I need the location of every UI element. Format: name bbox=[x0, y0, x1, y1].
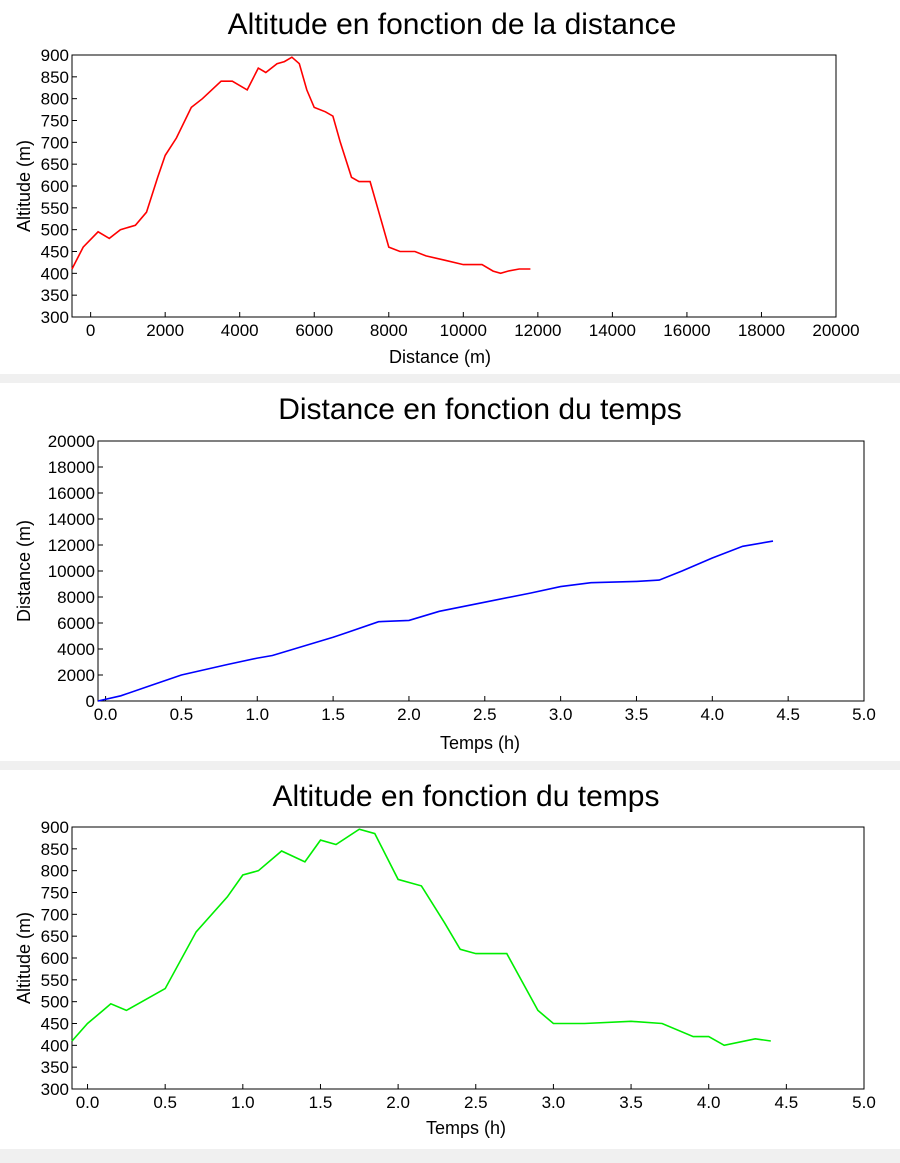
series-line bbox=[72, 829, 771, 1045]
x-tick-label: 1.0 bbox=[231, 1093, 255, 1112]
y-tick-label: 900 bbox=[40, 818, 69, 837]
x-tick-label: 5.0 bbox=[852, 705, 876, 724]
x-tick-label: 0.0 bbox=[75, 1093, 100, 1112]
y-axis-label: Altitude (m) bbox=[14, 139, 34, 233]
y-tick-label: 650 bbox=[40, 927, 69, 947]
y-tick-label: 4000 bbox=[57, 640, 95, 659]
x-tick-label: 3.5 bbox=[619, 1093, 643, 1112]
x-tick-label: 4.0 bbox=[700, 705, 725, 724]
distance-time-chart bbox=[0, 383, 900, 760]
panel-separator bbox=[0, 1149, 900, 1163]
y-tick-label: 6000 bbox=[57, 614, 95, 633]
chart-title: Altitude en fonction de la distance bbox=[227, 8, 677, 41]
y-tick-label: 650 bbox=[40, 155, 69, 175]
y-tick-label: 750 bbox=[40, 883, 69, 903]
y-tick-label: 350 bbox=[40, 1058, 69, 1078]
y-tick-label: 500 bbox=[40, 992, 69, 1012]
panel-separator bbox=[0, 761, 900, 770]
y-tick-label: 750 bbox=[40, 111, 69, 131]
y-tick-label: 20000 bbox=[47, 432, 95, 451]
y-tick-label: 350 bbox=[40, 286, 69, 306]
y-tick-label: 18000 bbox=[47, 458, 95, 477]
x-tick-label: 2.0 bbox=[397, 705, 421, 724]
y-axis-label: Distance (m) bbox=[14, 519, 34, 623]
y-tick-label: 850 bbox=[40, 67, 69, 87]
y-tick-label: 16000 bbox=[47, 484, 95, 503]
altitude-distance-chart bbox=[0, 0, 900, 373]
chart-panel-distance-time bbox=[0, 383, 900, 760]
x-tick-label: 6000 bbox=[295, 321, 334, 340]
x-tick-label: 4000 bbox=[220, 321, 259, 340]
x-axis-label: Distance (m) bbox=[388, 347, 492, 367]
x-tick-label: 4.5 bbox=[774, 1093, 799, 1112]
y-tick-label: 700 bbox=[40, 905, 69, 925]
plot-frame bbox=[72, 827, 864, 1089]
x-tick-label: 2.5 bbox=[463, 1093, 488, 1112]
y-tick-label: 300 bbox=[40, 1080, 69, 1099]
x-tick-label: 1.5 bbox=[308, 1093, 333, 1112]
x-tick-label: 1.5 bbox=[321, 705, 345, 724]
panel-separator bbox=[0, 374, 900, 383]
x-tick-label: 10000 bbox=[439, 321, 487, 340]
y-tick-label: 500 bbox=[40, 220, 69, 240]
chart-panel-altitude-time bbox=[0, 770, 900, 1149]
y-tick-label: 800 bbox=[40, 861, 69, 881]
x-tick-label: 0.0 bbox=[93, 705, 118, 724]
y-tick-label: 800 bbox=[40, 89, 69, 109]
x-axis-label: Temps (h) bbox=[425, 1118, 507, 1138]
chart-title: Altitude en fonction du temps bbox=[272, 780, 660, 813]
x-tick-label: 0.5 bbox=[169, 705, 194, 724]
y-tick-label: 14000 bbox=[47, 510, 95, 529]
x-tick-label: 18000 bbox=[737, 321, 786, 340]
x-tick-label: 12000 bbox=[514, 321, 562, 340]
y-tick-label: 8000 bbox=[57, 588, 95, 607]
x-tick-label: 2.0 bbox=[386, 1093, 410, 1112]
x-tick-label: 16000 bbox=[663, 321, 711, 340]
y-tick-label: 850 bbox=[40, 839, 69, 859]
y-tick-label: 300 bbox=[40, 308, 69, 327]
x-tick-label: 4.5 bbox=[776, 705, 800, 724]
y-tick-label: 12000 bbox=[47, 536, 95, 555]
x-tick-label: 0.5 bbox=[153, 1093, 177, 1112]
y-tick-label: 900 bbox=[40, 46, 69, 65]
y-tick-label: 450 bbox=[40, 242, 69, 262]
series-line bbox=[98, 541, 773, 701]
y-tick-label: 400 bbox=[40, 264, 69, 284]
x-tick-label: 3.0 bbox=[541, 1093, 566, 1112]
y-tick-label: 600 bbox=[40, 177, 69, 196]
series-line bbox=[72, 57, 530, 273]
x-tick-label: 3.0 bbox=[548, 705, 573, 724]
x-tick-label: 4.0 bbox=[696, 1093, 721, 1112]
plot-frame bbox=[98, 441, 864, 701]
y-tick-label: 550 bbox=[40, 970, 69, 990]
plot-frame bbox=[72, 55, 836, 317]
y-axis-label: Altitude (m) bbox=[14, 911, 34, 1005]
chart-title: Distance en fonction du temps bbox=[278, 393, 682, 426]
altitude-time-chart bbox=[0, 770, 900, 1149]
y-tick-label: 400 bbox=[40, 1036, 69, 1056]
x-tick-label: 0 bbox=[85, 321, 96, 340]
y-tick-label: 2000 bbox=[57, 666, 95, 685]
y-tick-label: 600 bbox=[40, 949, 69, 968]
x-axis-label: Temps (h) bbox=[439, 733, 521, 753]
chart-panel-altitude-distance bbox=[0, 0, 900, 373]
y-tick-label: 700 bbox=[40, 133, 69, 153]
y-tick-label: 10000 bbox=[47, 562, 95, 581]
x-tick-label: 2.5 bbox=[472, 705, 497, 724]
x-tick-label: 1.0 bbox=[245, 705, 270, 724]
y-tick-label: 450 bbox=[40, 1014, 69, 1034]
x-tick-label: 20000 bbox=[812, 321, 860, 340]
x-tick-label: 3.5 bbox=[624, 705, 649, 724]
x-tick-label: 5.0 bbox=[852, 1093, 876, 1112]
x-tick-label: 2000 bbox=[146, 321, 185, 340]
x-tick-label: 14000 bbox=[588, 321, 637, 340]
y-tick-label: 550 bbox=[40, 198, 69, 218]
x-tick-label: 8000 bbox=[369, 321, 408, 340]
y-tick-label: 0 bbox=[85, 692, 95, 711]
